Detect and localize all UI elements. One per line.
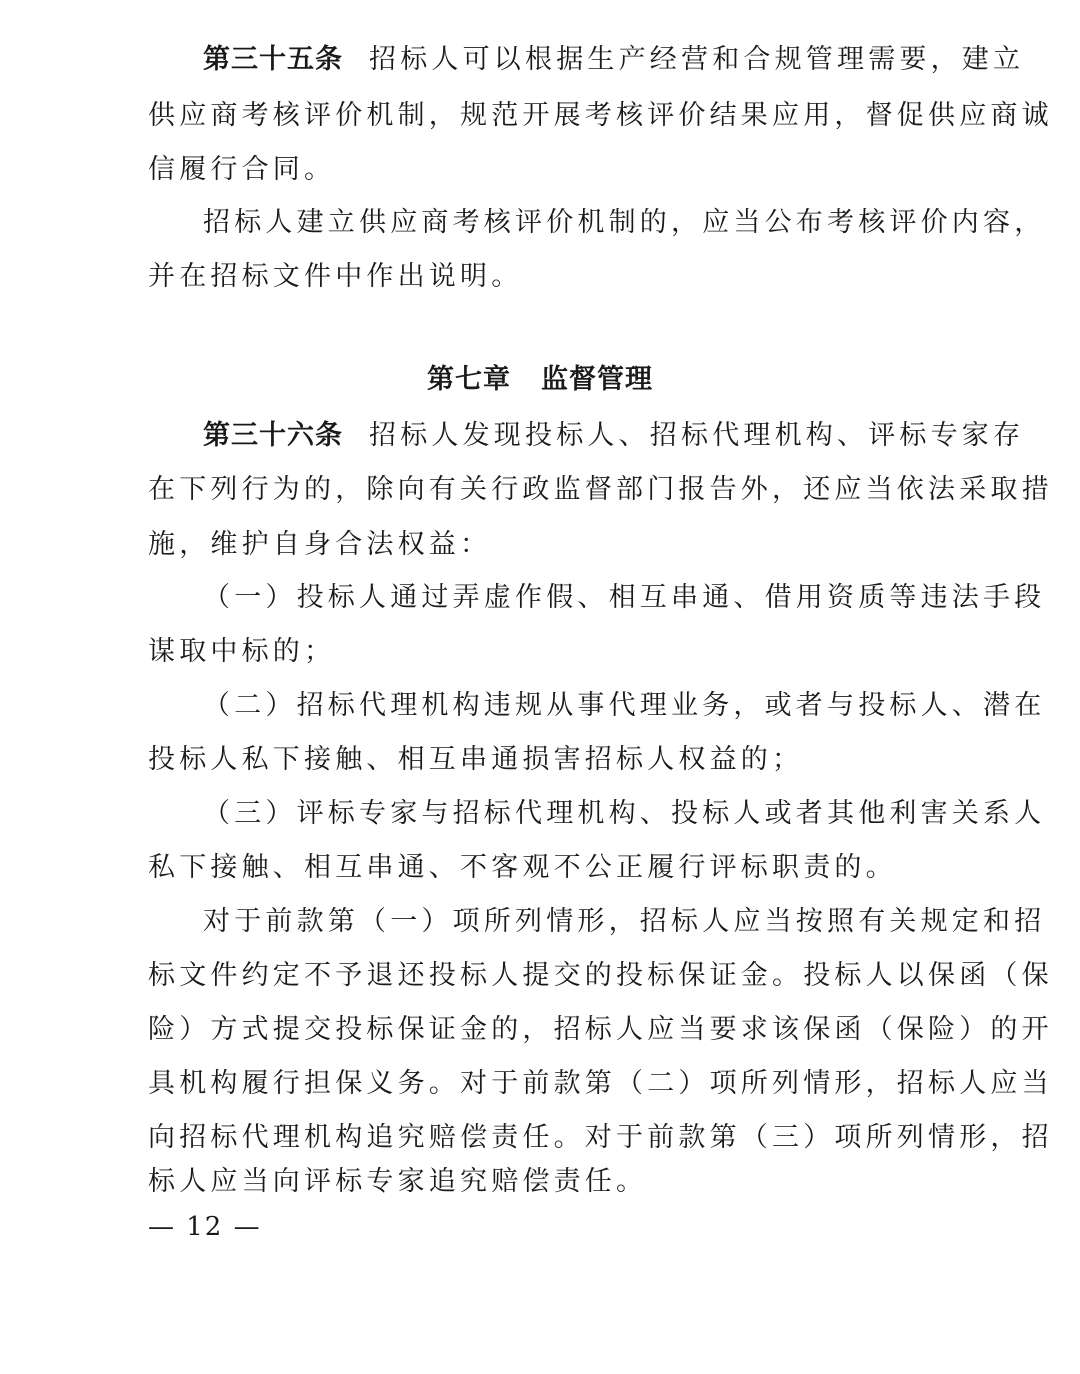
article35-para2-line-1: 招标人建立供应商考核评价机制的，应当公布考核评价内容，	[203, 207, 1046, 238]
article35-para2-line-2: 并在招标文件中作出说明。	[148, 261, 523, 292]
chapter-heading	[0, 360, 1080, 400]
article36-line-3: 施，维护自身合法权益：	[148, 529, 492, 560]
article35-line-2: 供应商考核评价机制，规范开展考核评价结果应用，督促供应商诚	[148, 100, 1053, 131]
article36-line-2: 在下列行为的，除向有关行政监督部门报告外，还应当依法采取措	[148, 474, 1053, 505]
article36-line-1	[203, 416, 1025, 456]
article36-para-line-4: 具机构履行担保义务。对于前款第（二）项所列情形，招标人应当	[148, 1068, 1053, 1099]
page-number: — 12 —	[148, 1212, 262, 1242]
article36-item1-line-1: （一）投标人通过弄虚作假、相互串通、借用资质等违法手段	[203, 582, 1046, 613]
article36-para-line-2: 标文件约定不予退还投标人提交的投标保证金。投标人以保函（保	[148, 960, 1053, 991]
chapter-title: 监督管理	[541, 364, 653, 395]
article36-para-line-3: 险）方式提交投标保证金的，招标人应当要求该保函（保险）的开	[148, 1014, 1053, 1045]
article36-para-line-6: 标人应当向评标专家追究赔偿责任。	[148, 1166, 648, 1197]
article36-item1-line-2: 谋取中标的；	[148, 636, 336, 667]
article35-text-1: 招标人可以根据生产经营和合规管理需要，建立	[369, 44, 1025, 75]
chapter-number: 第七章	[427, 364, 511, 395]
article35-number: 第三十五条	[203, 44, 343, 75]
article36-item2-line-2: 投标人私下接触、相互串通损害招标人权益的；	[148, 744, 804, 775]
article36-number: 第三十六条	[203, 420, 343, 451]
article36-item3-line-1: （三）评标专家与招标代理机构、投标人或者其他利害关系人	[203, 798, 1046, 829]
article36-item3-line-2: 私下接触、相互串通、不客观不公正履行评标职责的。	[148, 852, 897, 883]
article36-text-1: 招标人发现投标人、招标代理机构、评标专家存	[369, 420, 1025, 451]
article36-para-line-1: 对于前款第（一）项所列情形，招标人应当按照有关规定和招	[203, 906, 1046, 937]
article36-para-line-5: 向招标代理机构追究赔偿责任。对于前款第（三）项所列情形，招	[148, 1122, 1053, 1153]
article35-line-1	[203, 40, 1025, 80]
article35-line-3: 信履行合同。	[148, 154, 336, 185]
article36-item2-line-1: （二）招标代理机构违规从事代理业务，或者与投标人、潜在	[203, 690, 1046, 721]
